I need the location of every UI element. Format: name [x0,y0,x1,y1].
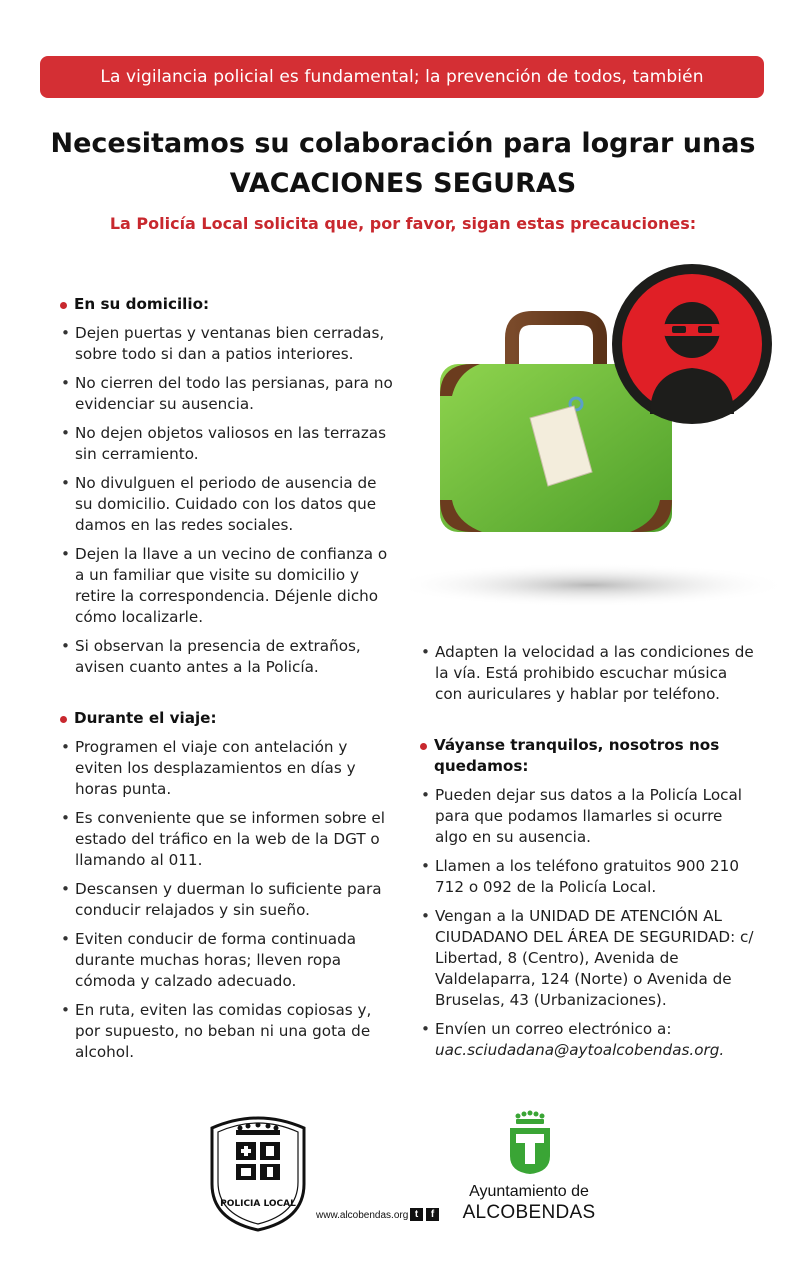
section-viaje-continuation [418,642,758,705]
section-viaje [58,708,398,1063]
top-banner: La vigilancia policial es fundamental; la prevención de todos, también [40,56,764,98]
section-domicilio [58,294,398,678]
section-heading: Durante el viaje: [58,708,398,729]
list-item: • Llamen a los teléfono gratuitos 900 210 712 o 092 de la Policía Local. [418,856,758,898]
suitcase-burglar-illustration [410,260,806,610]
page-subtitle: La Policía Local solicita que, por favor, sigan estas precauciones: [109,214,697,233]
list-item: • No cierren del todo las persianas, para no evidenciar su ausencia. [58,373,398,415]
list-item: • Programen el viaje con antelación y eviten los desplazamientos en días y horas punta. [58,737,398,800]
right-column [418,642,758,1091]
policia-local-logo [206,1108,310,1232]
section-tranquilos [418,735,758,1061]
twitter-icon[interactable]: t [410,1208,423,1221]
policia-logo-text: POLICIA LOCAL [220,1199,296,1209]
list-item-email [418,1019,758,1061]
title-line-1: Necesitamos su colaboración para lograr unas [50,128,756,159]
social-icons [410,1208,439,1221]
list-item: • En ruta, eviten las comidas copiosas y, por supuesto, no beban ni una gota de alcohol. [58,1000,398,1063]
list-item: • Vengan a la UNIDAD DE ATENCIÓN AL CIUDADANO DEL ÁREA DE SEGURIDAD: c/ Libertad, 8 (Centro), Avenida de Valdelaparra, 124 (Norte) o Avenida de Bruselas, 43 (Urbanizaciones). [418,906,758,1011]
title-line-2: VACACIONES SEGURAS [229,168,577,199]
website-link[interactable]: www.alcobendas.org [316,1210,409,1221]
list-item: • Descansen y duerman lo suficiente para conducir relajados y sin sueño. [58,879,398,921]
list-item: • No divulguen el periodo de ausencia de su domicilio. Cuidado con los datos que damos en las redes sociales. [58,473,398,536]
suitcase-handle [512,318,600,368]
viaje-list [58,737,398,1063]
list-item: • Dejen la llave a un vecino de confianza o a un familiar que visite su domicilio y retire la correspondencia. Déjenle dicho cómo localizarle. [58,544,398,628]
section-heading: Váyanse tranquilos, nosotros nos quedamos: [418,735,758,777]
alcobendas-shield-logo [508,1110,552,1176]
list-item: • Eviten conducir de forma continuada durante muchas horas; lleven ropa cómoda y calzado adecuado. [58,929,398,992]
viaje-cont-list [418,642,758,705]
list-item: • Si observan la presencia de extraños, avisen cuanto antes a la Policía. [58,636,398,678]
ayuntamiento-line-2: ALCOBENDAS [462,1202,596,1223]
page-title [0,124,806,204]
facebook-icon[interactable]: f [426,1208,439,1221]
list-item: • Dejen puertas y ventanas bien cerradas, sobre todo si dan a patios interiores. [58,323,398,365]
list-item: • Pueden dejar sus datos a la Policía Local para que podamos llamarles si ocurre algo en su ausencia. [418,785,758,848]
email-link[interactable]: uac.sciudadana@aytoalcobendas.org. [435,1041,725,1059]
left-column [58,294,398,1093]
list-item: • No dejen objetos valiosos en las terrazas sin cerramiento. [58,423,398,465]
floor-shadow [410,563,790,607]
domicilio-list [58,323,398,678]
list-item: • Adapten la velocidad a las condiciones de la vía. Está prohibido escuchar música con auriculares y hablar por teléfono. [418,642,758,705]
ayuntamiento-name [462,1182,596,1224]
tranquilos-list [418,785,758,1061]
list-item: • Es conveniente que se informen sobre el estado del tráfico en la web de la DGT o llamando al 011. [58,808,398,871]
email-label: Envíen un correo electrónico a: [435,1020,672,1038]
ayuntamiento-line-1: Ayuntamiento de [469,1183,589,1200]
section-heading: En su domicilio: [58,294,398,315]
